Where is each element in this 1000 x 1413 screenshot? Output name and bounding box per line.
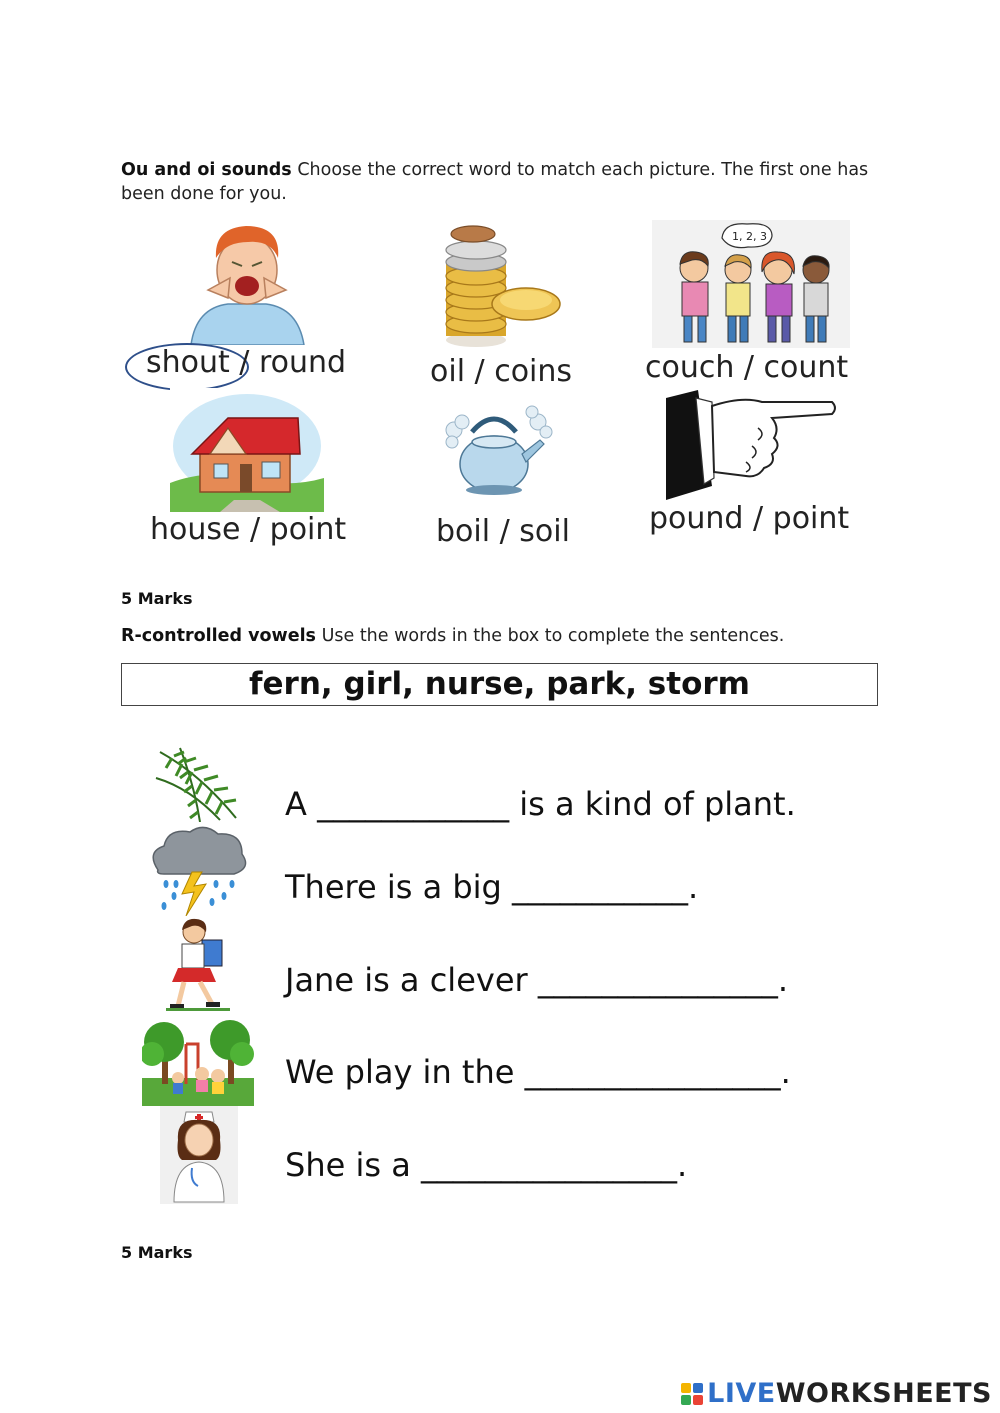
word-box: fern, girl, nurse, park, storm — [121, 663, 878, 706]
boiling-kettle-icon — [442, 402, 554, 498]
sentence-nurse: She is a ________________. — [285, 1146, 688, 1184]
section1-instructions — [121, 158, 881, 206]
park-icon — [142, 1014, 254, 1106]
sentence-girl: Jane is a clever _______________. — [285, 961, 788, 999]
liveworksheets-logo — [681, 1378, 992, 1409]
caption-boil-soil: boil / soil — [436, 514, 570, 549]
logo-text-rest: WORKSHEETS — [775, 1378, 992, 1409]
section1-title: Ou and oi sounds — [121, 160, 292, 180]
section2-marks: 5 Marks — [121, 1243, 193, 1262]
section2-instructions — [121, 624, 881, 648]
section1-marks: 5 Marks — [121, 589, 193, 608]
sentence-park: We play in the ________________. — [285, 1053, 791, 1091]
nurse-icon — [160, 1106, 238, 1204]
fern-icon — [150, 744, 244, 824]
caption-pound-point: pound / point — [649, 501, 850, 536]
section1-instruction-text: Choose the correct word to match each picture. The first one has been done for you. — [121, 160, 869, 204]
caption-oil-coins: oil / coins — [430, 354, 573, 389]
sentence-storm: There is a big ___________. — [285, 868, 699, 906]
caption-house-point: house / point — [150, 512, 347, 547]
section2-title: R-controlled vowels — [121, 626, 316, 646]
svg-text:1, 2, 3: 1, 2, 3 — [732, 230, 767, 243]
storm-cloud-icon — [146, 822, 250, 918]
caption-couch-count: couch / count — [645, 350, 849, 385]
coins-icon — [438, 220, 564, 348]
school-girl-icon — [166, 916, 230, 1012]
children-counting-icon — [652, 220, 850, 348]
house-icon — [170, 388, 324, 512]
section2-instruction-text: Use the words in the box to complete the sentences. — [321, 626, 785, 646]
caption-shout-round: shout / round — [146, 345, 347, 380]
sentence-fern: A ____________ is a kind of plant. — [285, 785, 796, 823]
shouting-boy-icon — [186, 220, 308, 345]
logo-text-live: LIVE — [707, 1378, 776, 1409]
pointing-hand-icon — [662, 388, 838, 500]
logo-grid-icon — [681, 1383, 703, 1405]
